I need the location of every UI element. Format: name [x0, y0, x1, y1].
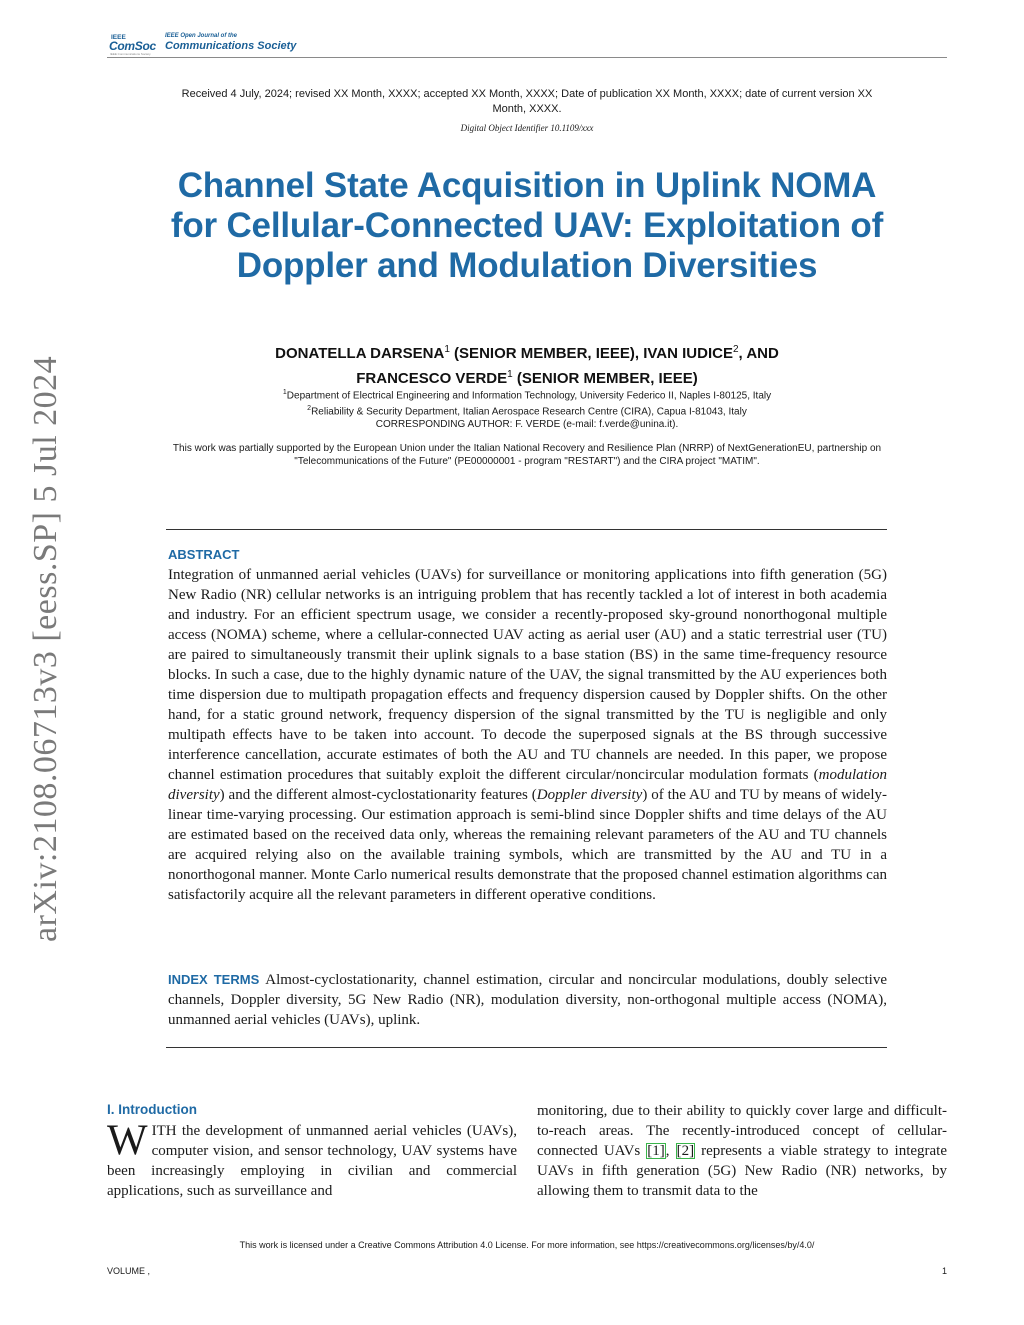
- abstract-bottom-rule: [166, 1047, 887, 1048]
- index-terms-text: Almost-cyclostationarity, channel estimation, circular and noncircular modulations, doubly selective channels, Doppler diversity, 5G New Radio (NR), modulation diversity, non-orthogonal multiple access (NOMA), unmanned aerial vehicles (UAVs), uplink.: [168, 972, 888, 1028]
- journal-name: Communications Society: [165, 40, 297, 52]
- author-2-tail: , AND: [738, 345, 779, 362]
- corresponding-author: CORRESPONDING AUTHOR: F. VERDE (e-mail: f.verde@unina.it).: [375, 419, 679, 430]
- paper-title: Channel State Acquisition in Uplink NOMA for Cellular-Connected UAV: Exploitation of Doppler and Modulation Diversities: [170, 166, 884, 285]
- affiliation-2: [170, 402, 884, 418]
- author-1-name: DONATELLA DARSENA: [275, 345, 445, 362]
- author-1-sup: 1: [444, 344, 450, 355]
- citation-link-2[interactable]: [2]: [676, 1143, 695, 1159]
- abstract-part-2: ) and the different almost-cyclostationarity features (: [219, 787, 537, 803]
- abstract-emphasis-2: Doppler diversity: [536, 787, 643, 803]
- abstract-emphasis-1: modulation diversity: [168, 767, 887, 803]
- affiliation-1: [170, 386, 884, 402]
- doi-line: Digital Object Identifier 10.1109/xxx: [460, 123, 594, 133]
- index-terms: [168, 970, 887, 1030]
- abstract-part-3: ) of the AU and TU by means of widely-linear time-varying processing. Our estimation approach is semi-blind since Doppler shifts and time delays of the AU are estimated based on the received data only, whereas the remaining relevant parameters of the AU and TU channels are acquired relying also on the available training symbols, which are transmitted by the AU and TU in a nonorthogonal manner. Monte Carlo numerical results demonstrate that the proposed channel estimation algorithms can satisfactorily acquire all the relevant parameters in different operative conditions.: [168, 787, 887, 903]
- affiliation-2-sup: 2: [307, 405, 312, 413]
- author-list: [170, 339, 884, 389]
- section-heading-introduction: I. Introduction: [107, 1102, 197, 1117]
- intro-right-text-b: ,: [665, 1143, 676, 1159]
- journal-logo: [107, 32, 307, 56]
- intro-column-right: [537, 1101, 947, 1201]
- author-3-name: FRANCESCO VERDE: [356, 370, 508, 387]
- author-3-role: (SENIOR MEMBER, IEEE): [512, 370, 698, 387]
- citation-link-1[interactable]: [1]: [647, 1143, 665, 1159]
- page-number: 1: [941, 1266, 947, 1276]
- abstract-part-1: Integration of unmanned aerial vehicles (UAVs) for surveillance or monitoring applications into fifth generation (5G) New Radio (NR) cellular networks is an intriguing problem that has recently tackled a lot of interest in both academia and industry. For an efficient spectrum usage, we consider a recently-proposed sky-ground nonorthogonal multiple access (NOMA) scheme, where a cellular-connected UAV acting as aerial user (AU) and a static terrestrial user (TU) are paired to simultaneously transmit their uplink signals to a base station (BS) in the same time-frequency resource blocks. In such a case, due to the highly dynamic nature of the UAV, the signal transmitted by the AU experiences both time dispersion due to multipath propagation effects and frequency dispersion caused by Doppler shifts. On the other hand, for a static ground network, frequency dispersion of the signal transmitted by the TU is negligible and only multipath effects have to be taken into account. To decode the superposed signals at the BS through successive interference cancellation, accurate estimates of both the AU and TU channels are needed. In this paper, we propose channel estimation procedures that suitably exploit the different circular/noncircular modulation formats (: [168, 567, 887, 783]
- logo-comsoc-text: ComSoc: [109, 39, 156, 53]
- abstract-heading: ABSTRACT: [168, 547, 240, 562]
- journal-name-block: [165, 32, 296, 52]
- funding-note: This work was partially supported by the European Union under the Italian National Recovery and Resilience Plan (NRRP) of NextGenerationEU, partnership on "Telecommunications of the Future" (PE00000001 - program "RESTART") and the CIRA project "MATIM".: [172, 443, 882, 467]
- comsoc-logo-mark: [107, 34, 159, 54]
- journal-name-small: IEEE Open Journal of the: [165, 33, 238, 39]
- affiliations: [170, 386, 884, 419]
- arxiv-stamp: arXiv:2108.06713v3 [eess.SP] 5 Jul 2024: [27, 355, 64, 942]
- license-footer: This work is licensed under a Creative Commons Attribution 4.0 License. For more information, see https://creativecommons.org/licenses/by/4.0/: [239, 1240, 815, 1250]
- header-divider: [107, 57, 947, 58]
- drop-cap: W: [107, 1117, 148, 1164]
- intro-right-text-c: represents a viable strategy to integrate UAVs in fifth generation (5G) New Radio (NR) networks, by allowing them to transmit data to the: [537, 1143, 948, 1199]
- author-2-sup: 2: [732, 344, 739, 355]
- affiliation-2-text: Reliability & Security Department, Italian Aerospace Research Centre (CIRA), Capua I-81043, Italy: [311, 406, 747, 418]
- logo-ieee-text: IEEE: [111, 34, 126, 41]
- author-3-sup: 1: [507, 369, 513, 380]
- author-1-role: (SENIOR MEMBER, IEEE), IVAN IUDICE: [449, 345, 733, 362]
- affiliation-1-text: Department of Electrical Engineering and Information Technology, University Federico II, Naples I-80125, Italy: [286, 390, 772, 402]
- abstract-body: [168, 565, 887, 905]
- intro-column-left: [107, 1117, 517, 1201]
- intro-right-text-a: monitoring, due to their ability to quickly cover large and difficult-to-reach areas. The recently-introduced concept of cellular-connected UAVs: [537, 1103, 947, 1159]
- received-dates: Received 4 July, 2024; revised XX Month, XXXX; accepted XX Month, XXXX; Date of publication XX Month, XXXX; date of current version XX Month, XXXX.: [181, 88, 873, 115]
- volume-label: VOLUME ,: [107, 1266, 151, 1276]
- abstract-top-rule: [166, 529, 887, 530]
- logo-tagline: IEEE Communications Society: [110, 52, 151, 56]
- index-terms-label: INDEX TERMS: [168, 972, 260, 987]
- intro-left-text: ITH the development of unmanned aerial vehicles (UAVs), computer vision, and sensor technology, UAV systems have been increasingly employing in civilian and commercial applications, such as surveillance and: [107, 1123, 517, 1199]
- affiliation-1-sup: 1: [282, 389, 287, 396]
